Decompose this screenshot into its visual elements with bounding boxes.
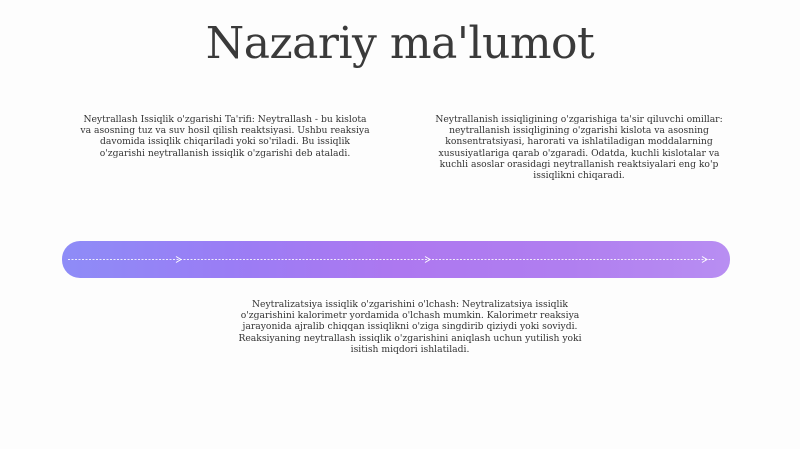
- text-block-measurement: Neytralizatsiya issiqlik o'zgarishini o'lchash: Neytralizatsiya issiqlik o'zgarishini kalorimetr yordamida o'lchash mumkin. Kalorimetr reaksiya jarayonida ajralib chiqqan issiqlikni o'ziga singdirib qiziydi yoki soviydi. Reaksiyaning neytrallash issiqlik o'zgarishini aniqlash uchun yutilish yoki isitish miqdori ishlatiladi.: [238, 299, 582, 355]
- timeline-arrows: [62, 241, 730, 278]
- timeline-bar: [62, 241, 730, 278]
- text-block-definition: Neytrallash Issiqlik o'zgarishi Ta'rifi: Neytrallash - bu kislota va asosning tuz va suv hosil qilish reaktsiyasi. Ushbu reaksiya davomida issiqlik chiqariladi yoki so'riladi. Bu issiqlik o'zgarishi neytrallanish issiqlik o'zgarishi deb ataladi.: [80, 114, 370, 159]
- text-block-factors: Neytrallanish issiqligining o'zgarishiga ta'sir qiluvchi omillar: neytrallanish issiqligining o'zgarishi kislota va asosning konsentratsiyasi, harorati va ishlatiladigan moddalarning xususiyatlariga qarab o'zgaradi. Odatda, kuchli kislotalar va kuchli asoslar orasidagi neytrallanish reaktsiyalari eng ko'p issiqlikni chiqaradi.: [435, 114, 723, 182]
- slide-title: Nazariy ma'lumot: [205, 18, 595, 69]
